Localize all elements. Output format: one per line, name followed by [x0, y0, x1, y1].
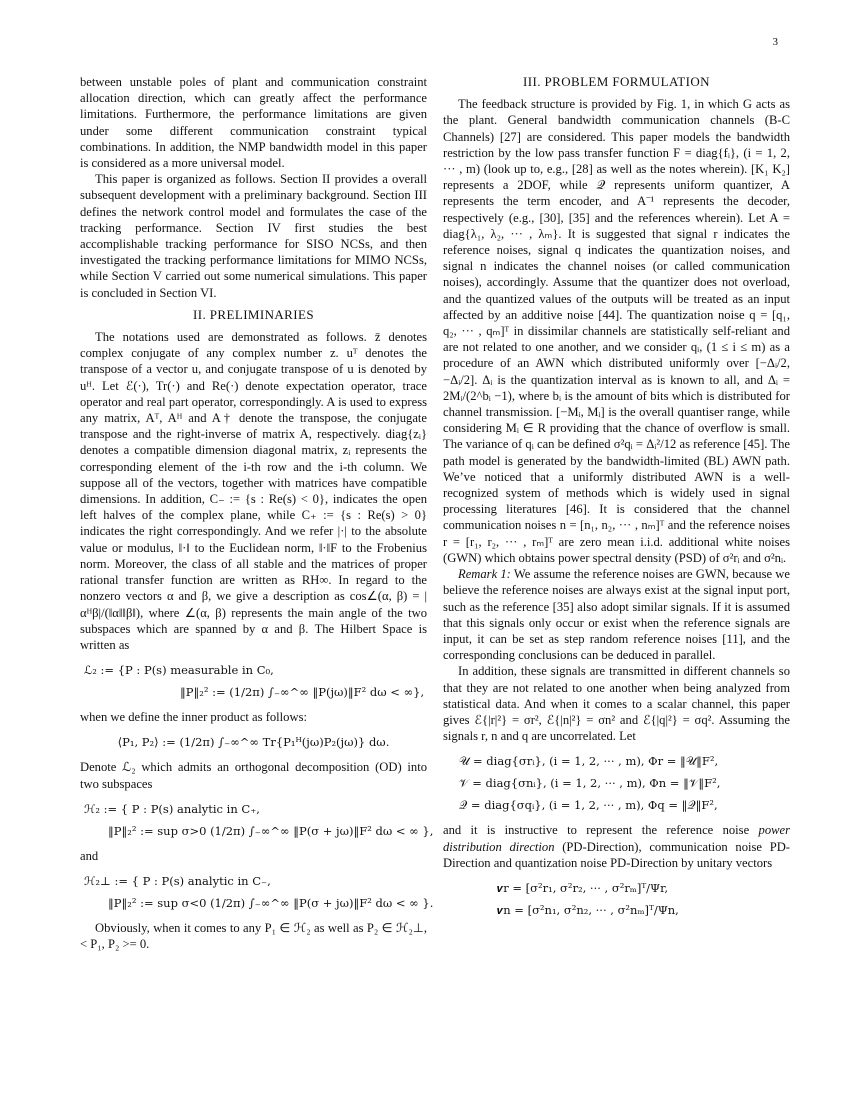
page-number: 3 [772, 36, 778, 48]
decomposition-paragraph: Denote ℒ₂ which admits an orthogonal decomposition (OD) into two subspaces [80, 760, 427, 791]
left-column [80, 74, 434, 952]
orthogonality-paragraph: Obviously, when it comes to any P₁ ∈ ℋ₂ as well as P₂ ∈ ℋ₂⊥, < P₁, P₂ >= 0. [80, 920, 427, 952]
equation-unitary-vectors: 𝒗r = [σ²r₁, σ²r₂, ··· , σ²rₘ]ᵀ/Ψr, 𝒗n = [σ²n₁, σ²n₂, ··· , σ²nₘ]ᵀ/Ψn, [497, 880, 679, 917]
notation-paragraph: The notations used are demonstrated as follows. z̄ denotes complex conjugate of any complex number z. uᵀ denotes the transpose of a vector u, and conjugate transpose of u is denoted by uᴴ. Let ℰ(·), Tr(·) and Re(·) denote expectation operator, trace operator and real part operator, correspondingly. A is used to express any matrix, Aᵀ, Aᴴ and A† denote the transpose, the conjugate transpose and the right-inverse of matrix A, respectively. diag{zᵢ} denotes a compatible dimension diagonal matrix, zᵢ represents the corresponding element of the i-th row and the i-th column. We suppose all of the vectors, together with matrices have compatible dimensions. In addition, C₋ := {s : Re(s) < 0}, indicates the open left halves of the complex plane, while C₊ := {s : Re(s) > 0} indicates the right correspondingly. And we refer |·| to the absolute value or modulus, ‖·‖ to the Euclidean norm, ‖·‖F to the Frobenius norm. Moreover, the class of all stable and the matrices of proper rational transfer function are written as RH∞. In regard to the nonzero vectors α and β, we give a description as cos∠(α, β) = |αᴴβ|/(‖α‖‖β‖), where ∠(α, β) represents the main angle of the two subspaces which are spanned by α and β. The Hilbert Space is written as [80, 330, 427, 652]
equation-h2-perp-space: ℋ₂⊥ := { P : P(s) analytic in C₋, ‖P‖₂² := sup σ<0 (1/2π) ∫₋∞^∞ ‖P(σ + jω)‖F² dω < ∞ }. [84, 873, 434, 910]
section-heading-problem-formulation: III. PROBLEM FORMULATION [523, 74, 710, 89]
uncorrelated-signals-paragraph: In addition, these signals are transmitted in different channels so that they are not related to one another when being analyzed from statistical data. And when it comes to a scalar channel, this paper gives ℰ{|r|²} = σr², ℰ{|n|²} = σn² and ℰ{|q|²} = σq². Assuming the signals r, n and q are uncorrelated. Let [443, 664, 790, 744]
remark-text: We assume the reference noises are GWN, because we believe the reference noises are always exist at the signal input port, such as the reference [35] also adopt similar signals. If it is assumed that this signals only occur or exist when the reference signals are input, it can be set as step random reference noises [11], and the corresponding conclusions can be deduced in parallel. [443, 567, 790, 663]
inner-product-lead: when we define the inner product as follows: [80, 710, 307, 725]
organization-paragraph: This paper is organized as follows. Section II provides a overall subsequent development with a preliminary background. Section III defines the network control model and formulates the case of the tracking performance. Section IV first studies the best accomplishable tracking performance for SISO NCSs, and then investigated the tracking performance limitations for MIMO NCSs, while Section V carried out some numerical simulations. This paper is concluded in Section VI. [80, 172, 427, 300]
equation-diag-matrices: 𝒰 = diag{σrᵢ}, (i = 1, 2, ··· , m), Φr = ‖𝒰‖F², 𝒱 = diag{σnᵢ}, (i = 1, 2, ··· , m), Φn = ‖𝒱‖F², 𝒬 = diag{σqᵢ}, (i = 1, 2, ··· , m), Φq = ‖𝒬‖F², [459, 754, 721, 813]
intro-paragraph-continued: between unstable poles of plant and communication constraint allocation direction, which can greatly affect the performance limitations. Furthermore, the performance limitations are given under some different communication constraint typical combinations. In addition, the NMP bandwidth model in this paper is considered as a more universal model. [80, 75, 427, 171]
feedback-structure-paragraph: The feedback structure is provided by Fig. 1, in which G acts as the plant. General bandwidth communication channels (B-C Channels) [27] are considered. This paper models the bandwidth restriction by the low pass transfer function F = diag{fᵢ}, (i = 1, 2, ··· , m) (look up to, e.g., [28] as well as the notes wherein). [K₁ K₂] represents a 2DOF, while 𝒬 represents uniform quantizer, A represents the term encoder, and A⁻¹ represents the decoder, respectively (e.g., [30], [35] and the references wherein). Let A = diag{λ₁, λ₂, ··· , λₘ}. It is suggested that signal r indicates the reference noises, signal q indicates the quantization noises, and signal n indicates the channel noises (or called communication noises), accordingly. Assume that the quantizer does not overload, and the quantized values of the outputs will be treated as an input affected by an additive noise [44]. The quantization noise q = [q₁, q₂, ··· , qₘ]ᵀ in dissimilar channels are statistically self-reliant and are not related to one another, and we consider qᵢ, (1 ≤ i ≤ m) as a procedure of an AWN which distributed uniformly over [−Δᵢ/2, −Δᵢ/2]. Δᵢ is the quantization interval as is known to all, and Δᵢ = 2Mᵢ/(2^bᵢ −1), where bᵢ is the amount of bits which is distributed for channel transmission. [−Mᵢ, Mᵢ] is the overall quantiser range, while considering Mᵢ ∈ R providing that the chance of overflow is small. The variance of qᵢ can be defined σ²qᵢ = Δᵢ²/12 as reference [45]. The path model is generated by the bandwidth-limited (BL) AWN path. We’ve noticed that a uniformly distributed AWN is a well-recognized system of methods which is widely used in signal processing literatures [46]. It is considered that the channel communication noises n = [n₁, n₂, ··· , nₘ]ᵀ and the reference noises r = [r₁, r₂, ··· , rₘ]ᵀ are zero mean i.i.d. additional white noises (GWN) which obtains power spectral density (PSD) of σ²rᵢ and σ²nᵢ. [443, 97, 790, 565]
right-column [443, 74, 790, 927]
pd-direction-paragraph: and it is instructive to represent the reference noise power distribution direction (PD-Direction), communication noise PD-Direction and quantization noise PD-Direction by unitary vectors [443, 823, 791, 870]
remark-label: Remark 1: [458, 567, 511, 582]
equation-h2-space: ℋ₂ := { P : P(s) analytic in C₊, ‖P‖₂² := sup σ>0 (1/2π) ∫₋∞^∞ ‖P(σ + jω)‖F² dω < ∞ }, [84, 801, 434, 838]
equation-l2-space: ℒ₂ := {P : P(s) measurable in C₀, ‖P‖₂² := (1/2π) ∫₋∞^∞ ‖P(jω)‖F² dω < ∞}, [84, 663, 425, 700]
remark-paragraph [443, 566, 790, 663]
and-text: and [80, 848, 99, 863]
section-heading-preliminaries: II. PRELIMINARIES [193, 306, 314, 322]
equation-inner-product: ⟨P₁, P₂⟩ := (1/2π) ∫₋∞^∞ Tr{P₁ᴴ(jω)P₂(jω)} dω. [117, 735, 390, 750]
